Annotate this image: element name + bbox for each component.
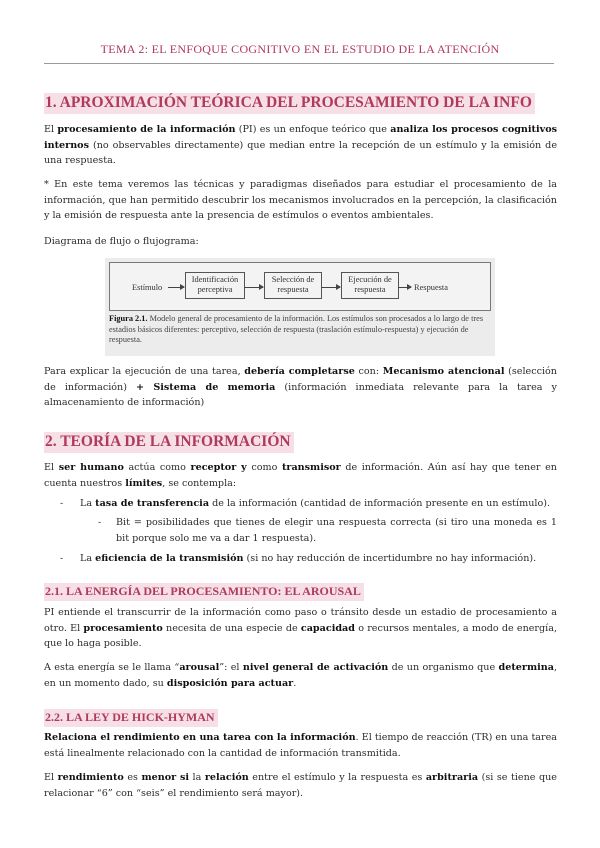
bold-text: Mecanismo atencional xyxy=(382,366,505,377)
text-run: El xyxy=(44,462,59,473)
text-run: ”: el xyxy=(219,662,243,673)
s22-paragraph-1 xyxy=(44,730,557,761)
s1-paragraph-4 xyxy=(44,364,557,411)
text-run: , en un momento dado, su xyxy=(44,662,557,689)
text-run: , se contempla: xyxy=(162,477,237,489)
text-run: (si no hay reducción de incertidumbre no hay información). xyxy=(243,553,537,564)
bullet-efficiency xyxy=(80,551,557,567)
bullet-dash: - xyxy=(60,498,64,509)
text-run: (no observables directamente) que median entre la recepción de un estímulo y la emisión de una respuesta. xyxy=(44,139,557,166)
text-run: o recursos mentales, a modo de energía, que lo haga posible. xyxy=(44,622,557,649)
text-run: (selección de información) xyxy=(44,366,557,393)
bold-text: rendimiento xyxy=(57,772,124,783)
text-run: El xyxy=(44,124,58,135)
text-run: la xyxy=(189,772,205,783)
bold-text: arbitraria xyxy=(425,772,479,783)
flow-arrow xyxy=(168,287,184,288)
flowchart-figure xyxy=(105,258,495,356)
sub-bullet-bit: Bit = posibilidades que tienes de elegir una respuesta correcta (si tiro una moneda es 1 bit porque solo me va a dar 1 respuesta). xyxy=(116,517,557,544)
text-run: (PI) es un enfoque teórico que xyxy=(235,124,391,135)
bold-text: arousal xyxy=(179,662,220,673)
text-run: de un organismo que xyxy=(388,662,499,673)
text-run: La xyxy=(80,553,96,564)
bold-text: receptor y xyxy=(190,462,247,473)
text-run: El xyxy=(44,772,58,783)
bullet-dash: - xyxy=(98,517,102,528)
text-run: necesita de una especie de xyxy=(162,622,301,634)
section-2-1-heading: 2.1. LA ENERGÍA DEL PROCESAMIENTO: EL AROUSAL xyxy=(44,583,364,601)
header-divider xyxy=(44,63,554,64)
bold-text: relación xyxy=(204,772,249,783)
section-2-2-heading: 2.2. LA LEY DE HICK-HYMAN xyxy=(44,709,218,727)
s1-paragraph-2: * En este tema veremos las técnicas y paradigmas diseñados para estudiar el procesamiento de la información, que han permitido descubrir los mecanismos involucrados en la percepción, la clasificación y la emisión de respuesta ante la presencia de estímulos o eventos ambientales. xyxy=(44,179,557,221)
bold-text: determina xyxy=(498,662,554,673)
bold-text: Relaciona el rendimiento en una tarea con la información xyxy=(44,732,356,743)
bold-text: tasa de transferencia xyxy=(95,498,210,509)
bold-text: debería completarse xyxy=(244,366,355,377)
bullet-dash: - xyxy=(60,553,64,564)
bold-text: límites xyxy=(125,477,163,489)
text-run: como xyxy=(246,462,282,473)
text-run: PI entiende el transcurrir de la información como paso o tránsito desde un estadio de procesamiento a otro. El xyxy=(44,607,557,634)
section-2-heading: 2. TEORÍA DE LA INFORMACIÓN xyxy=(44,432,294,453)
bullet-transfer-rate xyxy=(80,496,557,512)
text-run: (si se tiene que relacionar “6” con “seis” el rendimiento será mayor). xyxy=(44,772,557,799)
flow-response: Respuesta xyxy=(414,283,448,292)
bold-text: capacidad xyxy=(300,622,355,634)
flowchart-frame xyxy=(109,262,491,311)
flow-box-selection: Selección de respuesta xyxy=(264,272,322,299)
s21-paragraph-1 xyxy=(44,605,557,652)
bold-text: procesamiento de la información xyxy=(57,124,236,135)
text-run: entre el estímulo y la respuesta es xyxy=(248,772,426,783)
s22-paragraph-2 xyxy=(44,770,557,801)
flow-arrow xyxy=(398,287,411,288)
s21-paragraph-2 xyxy=(44,660,557,691)
text-run: . El tiempo de reacción (TR) en una tarea está linealmente relacionado con la cantidad de información transmitida. xyxy=(44,732,558,759)
text-run: A esta energía se le llama “ xyxy=(44,662,180,673)
text-run: actúa como xyxy=(123,462,191,473)
s2-paragraph-1 xyxy=(44,460,557,491)
text-run: con: xyxy=(354,366,383,377)
text-run: . xyxy=(293,677,297,689)
flow-arrow xyxy=(321,287,340,288)
section-1-heading: 1. APROXIMACIÓN TEÓRICA DEL PROCESAMIENTO DE LA INFO xyxy=(44,93,535,114)
bold-text: analiza los procesos cognitivos internos xyxy=(44,124,557,151)
page-header: TEMA 2: EL ENFOQUE COGNITIVO EN EL ESTUDIO DE LA ATENCIÓN xyxy=(100,42,500,56)
text-run: de información. Aún así hay que tener en cuenta nuestros xyxy=(44,462,557,489)
figure-caption xyxy=(109,314,491,346)
bold-text: procesamiento xyxy=(83,622,163,634)
figure-label: Figura 2.1. xyxy=(109,314,148,323)
flow-box-perception: Identificación perceptiva xyxy=(185,272,245,299)
bold-text: nivel general de activación xyxy=(242,662,389,673)
bold-text: + Sistema de memoria xyxy=(135,381,276,393)
bold-text: ser humano xyxy=(58,462,124,473)
flow-box-execution: Ejecución de respuesta xyxy=(341,272,399,299)
bold-text: disposición para actuar xyxy=(166,677,294,689)
text-run: de la información (cantidad de información presente en un estímulo). xyxy=(209,498,551,509)
bold-text: menor si xyxy=(141,772,190,783)
text-run: Para explicar la ejecución de una tarea, xyxy=(44,366,245,377)
bold-text: transmisor xyxy=(281,462,341,473)
flow-arrow xyxy=(244,287,263,288)
bold-text: eficiencia de la transmisión xyxy=(95,553,244,564)
text-run: es xyxy=(123,772,142,783)
text-run: (información inmediata relevante para la tarea y almacenamiento de información) xyxy=(44,381,557,408)
s1-paragraph-1 xyxy=(44,122,557,169)
s1-paragraph-3: Diagrama de flujo o flujograma: xyxy=(44,236,199,247)
text-run: La xyxy=(80,498,96,509)
flow-stimulus: Estímulo xyxy=(132,283,163,292)
figure-caption-text: Modelo general de procesamiento de la información. Los estímulos son procesados a lo largo de tres estadios básicos diferentes: perceptivo, selección de respuesta (traslación estímulo-respuesta) y ejecución de respuesta. xyxy=(109,314,484,344)
